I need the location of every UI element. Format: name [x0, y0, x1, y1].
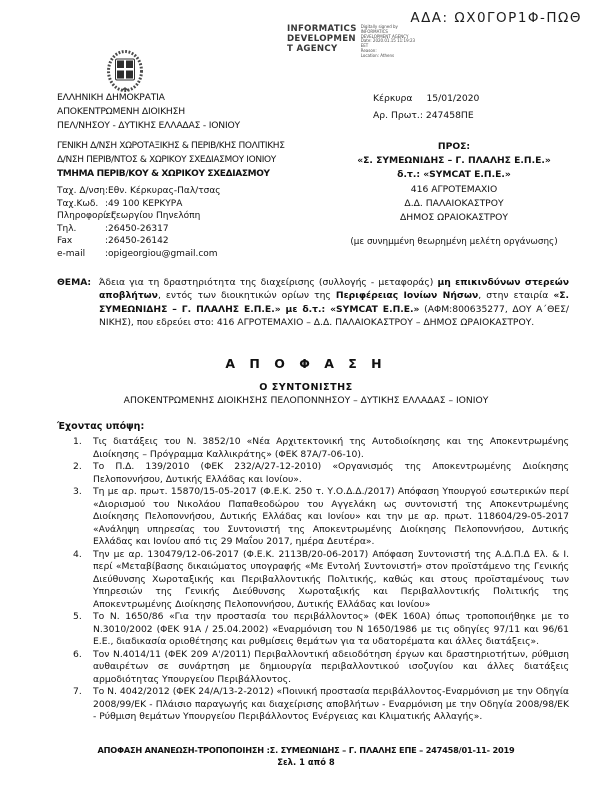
item-text: Το Ν. 4042/2012 (ΦΕΚ 24/Α/13-2-2012) «Ποινική προστασία περιβάλλοντος-Εναρμόνιση με την Οδηγία 2008/99/ΕΚ - Πλάισιο παραγωγής και διαχείρισης αποβλήτων - Εναρμόνιση με την Οδηγία 2008/98/ΕΚ - Ρύθμιση θεμάτων Υπουργείου Περιβάλλοντος Ενέργειας και Κλιματικής Αλλαγής». — [93, 686, 569, 722]
recipient-line: ΔΗΜΟΣ ΩΡΑΙΟΚΑΣΤΡΟΥ — [400, 212, 508, 224]
having-regard-label: Έχοντας υπόψη: — [57, 421, 145, 432]
contact-row — [57, 198, 329, 211]
item-number: 7. — [73, 686, 82, 697]
signature-detail-line: Date: 2020.01.15 11:19:23 — [360, 38, 416, 44]
contact-row — [57, 248, 329, 261]
subject-segment: , στην εταιρία — [478, 290, 554, 302]
consideration-item — [57, 461, 569, 486]
decision-signatory-authority: ΑΠΟΚΕΝΤΡΩΜΕΝΗΣ ΔΙΟΙΚΗΣΗΣ ΠΕΛΟΠΟΝΝΗΣΟΥ – ΔΥΤΙΚΗΣ ΕΛΛΑΔΑΣ – ΙΟΝΙΟΥ — [123, 395, 489, 406]
subject-bold-segment: «Σ. ΣΥΜΕΩΝΙΔΗΣ – Γ. ΠΛΑΛΗΣ Ε.Π.Ε.» με δ.τ.: «SYMCAT Ε.Π.Ε.» — [99, 290, 570, 315]
contact-row — [57, 185, 329, 198]
digital-signature-stamp — [287, 24, 415, 59]
page-number: Σελ. 1 από 8 — [277, 757, 335, 767]
item-text: Τη με αρ. πρωτ. 15870/15-05-2017 (Φ.Ε.Κ. 250 τ. Υ.Ο.Δ.Δ./2017) Απόφαση Υπουργού εσωτερικών περί «Διορισμού του Νικολάου Παπαθεοδώρου του Αγγελάκη ως συντονιστή της Αποκεντρωμένης Διοίκησης Πελοποννήσου, Δυτικής Ελλάδας και Ιονίου» και την με αρ. πρωτ. 118604/29-05-2017 «Ανάληψη υπηρεσίας του Συντονιστή της Αποκεντρωμένης Διοίκησης Πελοποννήσου, Δυτικής Ελλάδας και Ιονίου από τις 29 Μαΐου 2017, ημέρα Δευτέρα». — [93, 486, 569, 547]
subject-bold-segment: Περιφέρειας Ιονίων Νήσων — [335, 290, 479, 302]
signature-detail-line: INFORMATICS — [360, 28, 388, 34]
issue-place: Κέρκυρα — [373, 93, 413, 104]
administration-title: ΑΠΟΚΕΝΤΡΩΜΕΝΗ ΔΙΟΙΚΗΣΗ — [57, 106, 185, 118]
consideration-item — [57, 686, 569, 724]
signature-agency-name — [287, 24, 357, 59]
consideration-item — [57, 436, 569, 461]
signature-detail-line: EET — [360, 43, 369, 49]
recipient-line: 416 ΑΓΡΟΤΕΜΑΧΙΟ — [410, 183, 498, 195]
contact-row — [57, 210, 329, 223]
field-value: :49 100 ΚΕΡΚΥΡΑ — [105, 198, 183, 209]
subject-label: ΘΕΜΑ: — [57, 277, 92, 288]
item-text: Το Π.Δ. 139/2010 (ΦΕΚ 232/Α/27-12-2010) «Οργανισμός της Αποκεντρωμένης Διοίκησης Πελοποννήσου, Δυτικής Ελλάδας και Ιονίου». — [93, 461, 569, 485]
contact-details — [57, 185, 329, 260]
issuing-authority-header — [57, 91, 240, 134]
subject-section — [57, 276, 569, 329]
attachment-note: (με συνημμένη θεωρημένη μελέτη οργάνωσης) — [350, 237, 558, 248]
item-text: Τις διατάξεις του Ν. 3852/10 «Νέα Αρχιτεκτονική της Αυτοδιοίκησης και της Αποκεντρωμένης Διοίκησης – Πρόγραμμα Καλλικράτης» (ΦΕΚ 87Α/7-06-10). — [93, 436, 569, 460]
field-label: Fax — [57, 236, 73, 247]
field-label: Πληροφορίες — [57, 211, 117, 222]
protocol-number: Αρ. Πρωτ.: 247458ΠΕ — [373, 109, 474, 121]
decision-signatory-role: Ο ΣΥΝΤΟΝΙΣΤΗΣ — [259, 382, 353, 393]
department-line: Δ/ΝΣΗ ΠΕΡΙΒ/ΝΤΟΣ & ΧΩΡΙΚΟΥ ΣΧΕΔΙΑΣΜΟΥ ΙΟΝΙΟΥ — [57, 154, 276, 165]
field-label: Ταχ. Δ/νση — [57, 186, 105, 197]
decision-title: Α Π Ο Φ Α Σ Η — [225, 356, 387, 371]
subject-segment: Άδεια για τη δραστηριότητα της διαχείρισης (συλλογής - μεταφοράς) — [99, 277, 438, 288]
recipient-line: Δ.Δ. ΠΑΛΑΙΟΚΑΣΤΡΟΥ — [404, 197, 504, 209]
field-label: Τηλ. — [57, 223, 77, 234]
issue-date: 15/01/2020 — [426, 93, 480, 104]
field-value: :Εθν. Κέρκυρας-Παλ/τσας — [105, 186, 221, 197]
item-number: 6. — [73, 648, 82, 660]
recipient-line: δ.τ.: «SYMCAT Ε.Π.Ε.» — [397, 169, 511, 181]
ada-code: ΑΔΑ: ΩΧ0ΓΟΡ1Φ-ΠΩΘ — [410, 10, 582, 26]
consideration-item — [57, 611, 569, 649]
date-protocol-block — [373, 91, 479, 124]
consideration-item — [57, 549, 569, 612]
signature-detail-line: Digitally signed by — [360, 24, 398, 29]
department-line: ΓΕΝΙΚΗ Δ/ΝΣΗ ΧΩΡΟΤΑΞΙΚΗΣ & ΠΕΡΙΒ/ΚΗΣ ΠΟΛΙΤΙΚΗΣ — [57, 141, 285, 151]
field-value: :26450-26142 — [105, 236, 169, 247]
subject-segment: , εντός των διοικητικών ορίων της — [157, 290, 336, 302]
field-label: e-mail — [57, 248, 86, 259]
signature-detail-line: Reason: — [360, 47, 377, 53]
footer-reference: ΑΠΟΦΑΣΗ ΑΝΑΝΕΩΣΗ-ΤΡΟΠΟΠΟΙΗΣΗ :Σ. ΣΥΜΕΩΝΙΔΗΣ – Γ. ΠΛΑΛΗΣ ΕΠΕ – 247458/01-11- 2019 — [97, 745, 515, 755]
item-number: 2. — [73, 461, 82, 472]
consideration-item — [57, 649, 569, 687]
recipient-line: «Σ. ΣΥΜΕΩΝΙΔΗΣ – Γ. ΠΛΑΛΗΣ Ε.Π.Ε.» — [357, 155, 551, 167]
item-number: 1. — [73, 436, 82, 447]
department-lines — [57, 140, 329, 181]
field-value: :26450-26317 — [105, 223, 169, 234]
region-title: ΠΕΛ/ΝΗΣΟΥ - ΔΥΤΙΚΗΣ ΕΛΛΑΔΑΣ - ΙΟΝΙΟΥ — [57, 120, 240, 132]
item-number: 3. — [73, 486, 82, 497]
to-label: ΠΡΟΣ: — [437, 141, 471, 152]
item-text: Τον Ν.4014/11 (ΦΕΚ 209 Α'/2011) Περιβαλλοντική αδειοδότηση έργων και δραστηριοτήτων, ρύθμιση αυθαιρέτων σε συνάρτηση με δημιουργία περιβαλλοντικού ισοζυγίου και άλλες διατάξεις αρμοδιότητας Υπουργείου Περιβάλλοντος. — [93, 648, 569, 685]
signature-detail-line: DEVELOPMENT AGENCY — [360, 33, 409, 39]
item-number: 5. — [73, 611, 82, 622]
greek-coat-of-arms-icon — [102, 48, 148, 96]
recipient-lines — [318, 154, 590, 225]
field-value: : Γεωργίου Πηνελόπη — [105, 211, 201, 222]
item-number: 4. — [73, 548, 82, 560]
field-value: :opigeorgiou@gmail.com — [105, 248, 218, 259]
signature-agency-line: T AGENCY — [287, 44, 338, 54]
signature-details — [361, 24, 415, 59]
subject-text — [99, 276, 569, 329]
recipient-block — [318, 140, 590, 247]
item-text: Την με αρ. 130479/12-06-2017 (Φ.Ε.Κ. 2113Β/20-06-2017) Απόφαση Συντονιστή της Α.Δ.Π.Δ Ελ. & Ι. περί «Μεταβίβασης δικαιώματος υπογραφής «Με Εντολή Συντονιστή» στον προϊστάμενο της Γενικής Διεύθυνσης Χωροταξικής και Περιβαλλοντικής Πολιτικής, καθώς και στους προϊσταμένους των Υπηρεσιών της Γενικής Διεύθυνσης Χωροταξικής και Περιβαλλοντικής Πολιτικής της Αποκεντρωμένης Διοίκησης Πελοποννήσου, Δυτικής Ελλάδας και Ιονίου» — [93, 548, 569, 610]
item-text: Το Ν. 1650/86 «Για την προστασία του περιβάλλοντος» (ΦΕΚ 160Α) όπως τροποποιήθηκε με το Ν.3010/2002 (ΦΕΚ 91Α / 25.04.2002) «Εναρμόνιση του Ν 1650/1986 με τις οδηγίες 97/11 και 96/61 Ε.Ε., διαδικασία οριοθέτησης και ρυθμίσεις θεμάτων για τα υδατορέματα και άλλες διατάξεις». — [93, 611, 569, 647]
signature-agency-line: DEVELOPMEN — [287, 34, 356, 44]
department-block — [57, 140, 329, 260]
subject-bold-segment: μη επικινδύνων στερεών αποβλήτων — [99, 277, 569, 302]
department-line: ΤΜΗΜΑ ΠΕΡΙΒ/ΚΟΥ & ΧΩΡΙΚΟΥ ΣΧΕΔΙΑΣΜΟΥ — [57, 168, 270, 179]
field-label: Ταχ.Κωδ. — [57, 198, 99, 209]
contact-row — [57, 235, 329, 248]
contact-row — [57, 223, 329, 236]
subject-segment: (ΑΦΜ:800635277, ΔΟΥ Α΄ΘΕΣ/ΝΙΚΗΣ), που εδρεύει στο: 416 ΑΓΡΟΤΕΜΑΧΙΟ – Δ.Δ. ΠΑΛΑΙΟΚΑΣΤΡΟΥ – ΔΗΜΟΣ ΩΡΑΙΟΚΑΣΤΡΟΥ. — [99, 303, 570, 328]
consideration-item — [57, 486, 569, 549]
signature-agency-line: INFORMATICS — [287, 24, 357, 34]
considerations-list — [57, 436, 569, 724]
signature-detail-line: Location: Athens — [360, 52, 395, 58]
republic-title: ΕΛΛΗΝΙΚΗ ΔΗΜΟΚΡΑΤΙΑ — [57, 92, 165, 103]
